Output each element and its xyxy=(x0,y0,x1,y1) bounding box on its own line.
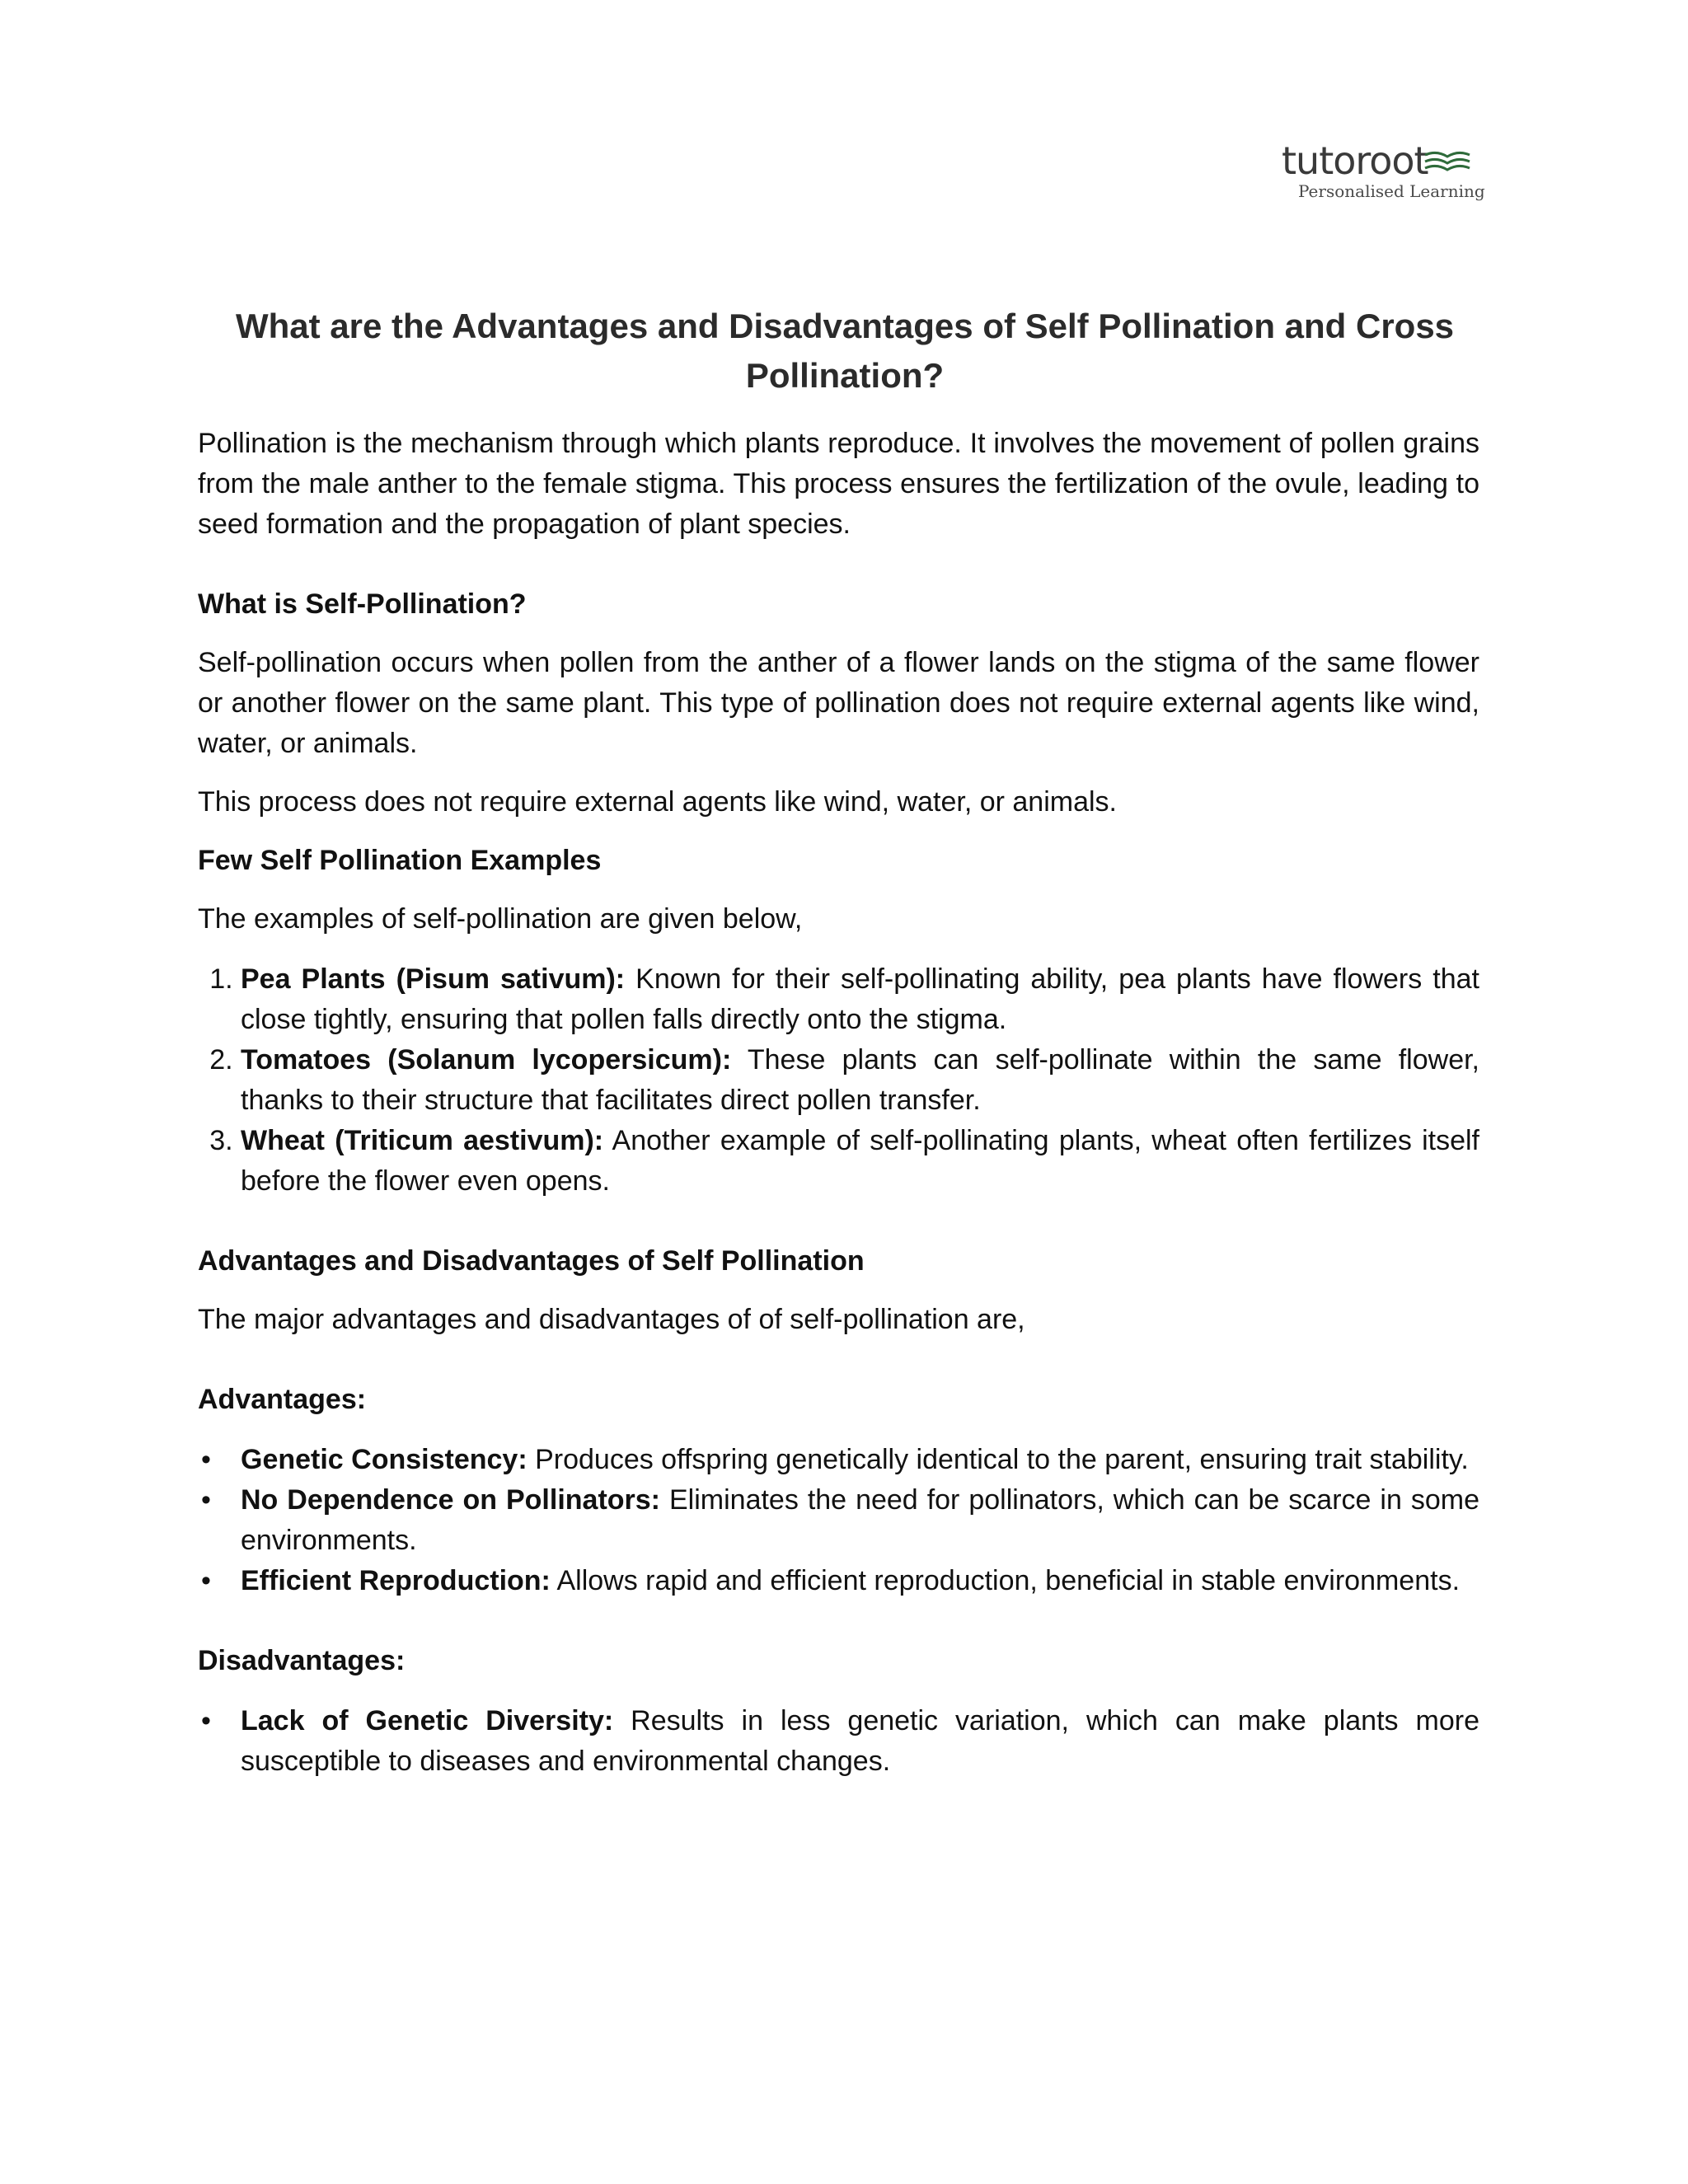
list-item xyxy=(241,1121,1479,1202)
advantage-text: Allows rapid and efficient reproduction, beneficial in stable environments. xyxy=(550,1565,1461,1596)
document-body xyxy=(198,424,1479,1782)
list-item xyxy=(201,1440,1479,1480)
example-term: Wheat (Triticum aestivum): xyxy=(241,1125,604,1156)
example-text: These plants can self-pollinate within the same flower, thanks to their structure that facilitates direct pollen transfer. xyxy=(241,1044,1479,1116)
advantage-term: No Dependence on Pollinators: xyxy=(241,1484,661,1516)
bullet-icon: • xyxy=(201,1565,211,1596)
title-line-2: Pollination? xyxy=(745,356,945,395)
example-term: Tomatoes (Solanum lycopersicum): xyxy=(241,1044,732,1076)
bullet-icon: • xyxy=(201,1705,211,1736)
bullet-icon: • xyxy=(201,1484,211,1516)
disadvantage-term: Lack of Genetic Diversity: xyxy=(241,1705,614,1736)
disadvantage-text: Results in less genetic variation, which can make plants more susceptible to diseases and environmental changes. xyxy=(241,1705,1479,1777)
examples-intro: The examples of self-pollination are given below, xyxy=(198,903,803,935)
advantage-term: Genetic Consistency: xyxy=(241,1444,528,1475)
self-pollination-paragraph-1: Self-pollination occurs when pollen from the anther of a flower lands on the stigma of the same flower or another flower on the same plant. This type of pollination does not require external agents like wind, water, or animals. xyxy=(198,647,1479,759)
title-line-1: What are the Advantages and Disadvantages of Self Pollination and Cross xyxy=(235,307,1455,345)
examples-list xyxy=(198,959,1479,1202)
self-pollination-paragraph-2: This process does not require external agents like wind, water, or animals. xyxy=(198,786,1117,818)
disadvantages-heading: Disadvantages: xyxy=(198,1645,406,1676)
advantage-term: Efficient Reproduction: xyxy=(241,1565,551,1596)
logo-tagline: Personalised Learning xyxy=(1298,181,1485,201)
list-item xyxy=(201,1701,1479,1782)
intro-paragraph: Pollination is the mechanism through which plants reproduce. It involves the movement of pollen grains from the male anther to the female stigma. This process ensures the fertilization of the ovule, leading to seed formation and the propagation of plant species. xyxy=(198,428,1479,540)
example-term: Pea Plants (Pisum sativum): xyxy=(241,963,626,995)
advantages-heading: Advantages: xyxy=(198,1384,367,1415)
example-text: Known for their self-pollinating ability, pea plants have flowers that close tightly, ensuring that pollen falls directly onto the stigma. xyxy=(241,963,1479,1035)
bullet-icon: • xyxy=(201,1444,211,1475)
list-item xyxy=(241,959,1479,1040)
disadvantages-list xyxy=(198,1701,1479,1782)
advantages-disadvantages-heading: Advantages and Disadvantages of Self Pollination xyxy=(198,1245,865,1277)
example-text: Another example of self-pollinating plants, wheat often fertilizes itself before the flower even opens. xyxy=(241,1125,1479,1197)
list-item xyxy=(201,1561,1479,1601)
page-title xyxy=(198,302,1492,401)
list-item xyxy=(201,1480,1479,1561)
advantage-text: Eliminates the need for pollinators, which can be scarce in some environments. xyxy=(241,1484,1479,1556)
advantage-text: Produces offspring genetically identical to the parent, ensuring trait stability. xyxy=(527,1444,1469,1475)
self-pollination-heading: What is Self-Pollination? xyxy=(198,588,527,620)
book-pages-icon xyxy=(1423,150,1471,175)
advantages-disadvantages-intro: The major advantages and disadvantages of of self-pollination are, xyxy=(198,1304,1025,1335)
advantages-list xyxy=(198,1440,1479,1601)
logo-wordmark: tutoroot xyxy=(1282,138,1428,183)
tutoroot-logo xyxy=(1282,138,1485,206)
examples-heading: Few Self Pollination Examples xyxy=(198,845,602,876)
list-item xyxy=(241,1040,1479,1121)
